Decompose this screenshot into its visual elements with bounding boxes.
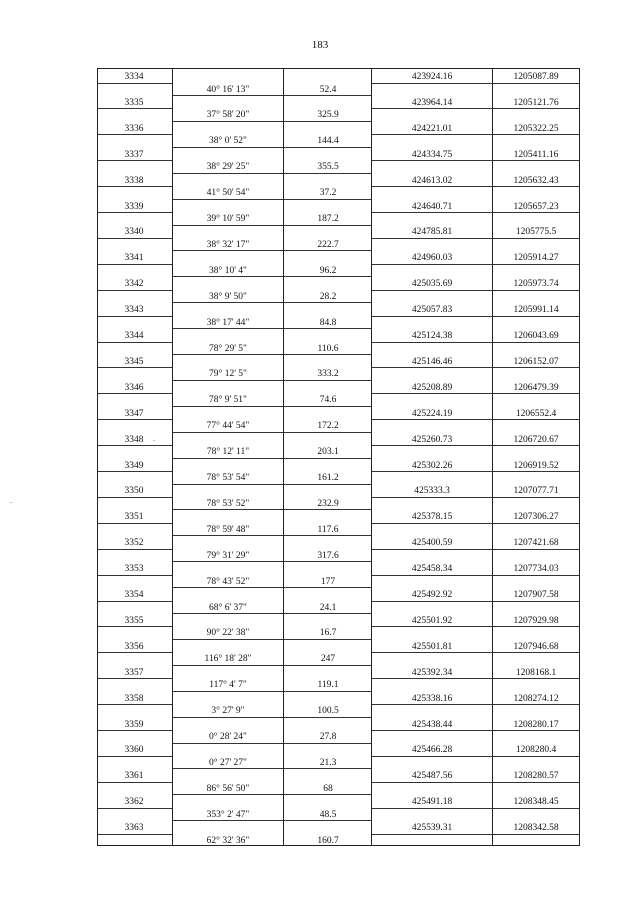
row-rule xyxy=(372,575,579,576)
row-rule xyxy=(284,199,371,200)
row-rule xyxy=(284,794,371,795)
row-rule xyxy=(173,743,283,744)
row-rule xyxy=(284,561,371,562)
distance-cell: 96.2 xyxy=(319,265,337,276)
bearing-cell: 78° 53' 52" xyxy=(206,498,250,509)
row-rule xyxy=(98,367,172,368)
x-coordinate-cell: 425400.59 xyxy=(411,538,453,549)
distance-cell: 325.9 xyxy=(317,110,339,121)
row-rule xyxy=(173,432,283,433)
bearing-cell: 78° 9' 51" xyxy=(209,395,247,406)
row-rule xyxy=(98,678,172,679)
y-coordinate-cell: 1206552.4 xyxy=(515,408,557,419)
x-coordinate-cell: 424785.81 xyxy=(411,227,453,238)
y-coordinate-cell: 1208342.58 xyxy=(513,823,559,834)
row-rule xyxy=(173,613,283,614)
y-coordinate-cell: 1205914.27 xyxy=(513,253,559,264)
row-rule xyxy=(98,626,172,627)
bearing-cell: 77° 44' 54" xyxy=(206,421,250,432)
x-coordinate-cell: 425260.73 xyxy=(411,434,453,445)
row-rule xyxy=(372,445,579,446)
y-coordinate-cell: 1208168.1 xyxy=(515,667,557,678)
row-rule xyxy=(284,95,371,96)
row-rule xyxy=(372,626,579,627)
distance-cell: 247 xyxy=(320,654,336,665)
row-rule xyxy=(284,302,371,303)
row-rule xyxy=(372,704,579,705)
point-id-cell: 3339 xyxy=(124,201,144,212)
bearing-cell: 79° 31' 29" xyxy=(206,550,250,561)
point-id-cell: 3335 xyxy=(124,97,144,108)
x-coordinate-cell: 425057.83 xyxy=(411,305,453,316)
point-id-cell: 3350 xyxy=(124,486,144,497)
distance-cell: 24.1 xyxy=(319,602,337,613)
row-rule xyxy=(372,549,579,550)
distance-cell: 203.1 xyxy=(317,447,339,458)
distance-cell: 119.1 xyxy=(317,680,339,691)
row-rule xyxy=(98,808,172,809)
row-rule xyxy=(98,160,172,161)
row-rule xyxy=(98,834,172,835)
row-rule xyxy=(372,342,579,343)
point-id-cell: 3343 xyxy=(124,305,144,316)
point-id-cell: 3337 xyxy=(124,149,144,160)
row-rule xyxy=(372,419,579,420)
x-coordinate-cell: 425338.16 xyxy=(411,693,453,704)
row-rule xyxy=(284,225,371,226)
x-coordinate-cell: 425124.38 xyxy=(411,331,453,341)
row-rule xyxy=(372,523,579,524)
x-coordinate-cell: 425378.15 xyxy=(411,512,453,523)
row-rule xyxy=(372,83,579,84)
row-rule xyxy=(284,820,371,821)
row-rule xyxy=(173,380,283,381)
point-id-cell: 3341 xyxy=(124,253,144,264)
row-rule xyxy=(173,561,283,562)
distance-cell: 16.7 xyxy=(319,628,337,639)
row-rule xyxy=(284,587,371,588)
distance-cell: 68 xyxy=(323,783,333,794)
y-coordinate-cell: 1205657.23 xyxy=(513,201,559,212)
bearing-cell: 62° 32' 36" xyxy=(206,835,250,846)
y-coordinate-cell: 1208280.17 xyxy=(513,719,559,730)
row-rule xyxy=(372,730,579,731)
y-coordinate-cell: 1205775.5 xyxy=(515,227,557,238)
row-rule xyxy=(98,523,172,524)
distance-cell: 110.6 xyxy=(317,343,339,354)
x-coordinate-cell: 424960.03 xyxy=(411,253,453,264)
point-id-cell: 3351 xyxy=(124,512,144,523)
row-rule xyxy=(284,173,371,174)
row-rule xyxy=(284,458,371,459)
point-id-cell: 3346 xyxy=(124,382,144,393)
point-id-cell: 3334 xyxy=(124,72,144,82)
row-rule xyxy=(173,276,283,277)
x-coordinate-cell: 425333.3 xyxy=(414,486,450,497)
bearing-cell: 78° 43' 52" xyxy=(206,576,250,587)
x-coordinate-cell: 425146.46 xyxy=(411,356,453,367)
x-coordinate-cell: 425224.19 xyxy=(411,408,453,419)
row-rule xyxy=(372,393,579,394)
distance-cell: 333.2 xyxy=(317,369,339,380)
x-coordinate-cell: 424613.02 xyxy=(411,175,453,186)
point-id-cell: 3340 xyxy=(124,227,144,238)
row-rule xyxy=(173,587,283,588)
x-coordinate-cell: 425491.18 xyxy=(411,797,453,808)
row-rule xyxy=(98,652,172,653)
row-rule xyxy=(98,549,172,550)
bearing-cell: 38° 29' 25" xyxy=(206,162,250,173)
row-rule xyxy=(372,160,579,161)
row-rule xyxy=(98,575,172,576)
point-id-cell: 3355 xyxy=(124,615,144,626)
row-rule xyxy=(284,250,371,251)
row-rule xyxy=(284,768,371,769)
point-id-cell: 3361 xyxy=(124,771,144,782)
y-coordinate-cell: 1206479.39 xyxy=(513,382,559,393)
row-rule xyxy=(372,652,579,653)
y-coordinate-cell: 1207929.98 xyxy=(513,615,559,626)
bearing-cell: 38° 32' 17" xyxy=(206,239,250,250)
row-rule xyxy=(173,509,283,510)
distance-cell: 37.2 xyxy=(319,188,337,199)
distance-cell: 117.6 xyxy=(317,524,339,535)
row-rule xyxy=(284,147,371,148)
y-coordinate-cell: 1208280.4 xyxy=(515,745,557,756)
bearing-cell: 41° 50' 54" xyxy=(206,188,250,199)
distance-cell: 144.4 xyxy=(317,136,339,147)
bearing-cell: 116° 18' 28" xyxy=(204,654,252,665)
distance-cell: 317.6 xyxy=(317,550,339,561)
row-rule xyxy=(173,199,283,200)
y-coordinate-cell: 1206043.69 xyxy=(513,331,559,341)
margin-mark: . xyxy=(10,496,12,505)
row-rule xyxy=(98,108,172,109)
y-coordinate-cell: 1207306.27 xyxy=(513,512,559,523)
point-id-cell: 3357 xyxy=(124,667,144,678)
bearing-cell: 38° 17' 44" xyxy=(206,317,250,328)
x-coordinate-cell: 425035.69 xyxy=(411,279,453,290)
row-rule xyxy=(98,497,172,498)
coordinate-table xyxy=(97,68,580,846)
bearing-cell: 68° 6' 37" xyxy=(209,602,247,613)
x-coordinate-cell: 425487.56 xyxy=(411,771,453,782)
y-coordinate-cell: 1207421.68 xyxy=(513,538,559,549)
y-coordinate-cell: 1208348.45 xyxy=(513,797,559,808)
x-coordinate-cell: 425539.31 xyxy=(411,823,453,834)
bearing-cell: 40° 16' 13" xyxy=(206,84,250,95)
point-id-cell: 3338 xyxy=(124,175,144,186)
x-coordinate-cell: 424640.71 xyxy=(411,201,453,212)
row-rule xyxy=(284,121,371,122)
x-coordinate-cell: 423924.16 xyxy=(411,72,453,82)
x-coordinate-cell: 425501.92 xyxy=(411,615,453,626)
distance-cell: 100.5 xyxy=(317,706,339,717)
row-rule xyxy=(173,302,283,303)
y-coordinate-cell: 1205121.76 xyxy=(513,97,559,108)
y-coordinate-cell: 1206152.07 xyxy=(513,356,559,367)
row-rule xyxy=(284,535,371,536)
y-coordinate-cell: 1205632.43 xyxy=(513,175,559,186)
bearing-cell: 0° 28' 24" xyxy=(209,732,247,742)
y-coordinate-cell: 1205322.25 xyxy=(513,123,559,134)
row-rule xyxy=(173,484,283,485)
x-coordinate-cell: 425438.44 xyxy=(411,719,453,730)
distance-cell: 187.2 xyxy=(317,214,339,224)
row-rule xyxy=(173,354,283,355)
point-id-cell: 3360 xyxy=(124,745,144,756)
row-rule xyxy=(372,186,579,187)
x-coordinate-cell: 425208.89 xyxy=(411,382,453,393)
page-number: 183 xyxy=(311,39,329,51)
row-rule xyxy=(98,316,172,317)
distance-cell: 28.2 xyxy=(319,291,337,302)
distance-cell: 21.3 xyxy=(319,757,337,768)
row-rule xyxy=(98,730,172,731)
y-coordinate-cell: 1208280.57 xyxy=(513,771,559,782)
bearing-cell: 38° 0' 52" xyxy=(209,136,247,147)
bearing-cell: 0° 27' 27" xyxy=(209,757,247,768)
row-rule xyxy=(173,225,283,226)
distance-cell: 52.4 xyxy=(319,84,337,95)
point-id-cell: 3345 xyxy=(124,356,144,367)
row-rule xyxy=(284,639,371,640)
distance-cell: 355.5 xyxy=(317,162,339,173)
point-id-cell: 3342 xyxy=(124,279,144,290)
y-coordinate-cell: 1207907.58 xyxy=(513,590,559,600)
row-rule xyxy=(173,147,283,148)
point-id-cell: 3363 xyxy=(124,823,144,834)
row-rule xyxy=(372,108,579,109)
bearing-cell: 38° 10' 4" xyxy=(209,265,247,276)
x-coordinate-cell: 424334.75 xyxy=(411,149,453,160)
row-rule xyxy=(173,639,283,640)
y-coordinate-cell: 1205411.16 xyxy=(513,149,559,160)
x-coordinate-cell: 423964.14 xyxy=(411,97,453,108)
row-rule xyxy=(173,794,283,795)
distance-cell: 84.8 xyxy=(319,317,337,328)
row-rule xyxy=(284,484,371,485)
row-rule xyxy=(284,328,371,329)
row-rule xyxy=(284,665,371,666)
point-id-cell: 3353 xyxy=(124,564,144,575)
point-id-cell: 3352 xyxy=(124,538,144,549)
point-id-cell: 3336 xyxy=(124,123,144,134)
row-rule xyxy=(98,704,172,705)
x-coordinate-cell: 425501.81 xyxy=(411,641,453,652)
point-id-cell: 3362 xyxy=(124,797,144,808)
row-rule xyxy=(372,367,579,368)
row-rule xyxy=(372,756,579,757)
row-rule xyxy=(284,354,371,355)
y-coordinate-cell: 1206919.52 xyxy=(513,460,559,471)
row-rule xyxy=(372,316,579,317)
point-id-cell: 3349 xyxy=(124,460,144,471)
row-rule xyxy=(173,717,283,718)
row-rule xyxy=(173,173,283,174)
row-rule xyxy=(284,743,371,744)
bearing-cell: 78° 12' 11" xyxy=(206,447,250,458)
point-id-cell: 3347 xyxy=(124,408,144,419)
row-rule xyxy=(284,406,371,407)
row-rule xyxy=(173,768,283,769)
distance-cell: 161.2 xyxy=(317,473,339,483)
row-rule xyxy=(98,471,172,472)
row-rule xyxy=(98,445,172,446)
row-rule xyxy=(98,756,172,757)
row-rule xyxy=(284,509,371,510)
bearing-cell: 353° 2' 47" xyxy=(206,809,250,820)
row-rule xyxy=(284,717,371,718)
distance-cell: 48.5 xyxy=(319,809,337,820)
bearing-cell: 39° 10' 59" xyxy=(206,214,250,224)
x-coordinate-cell: 425458.34 xyxy=(411,564,453,575)
row-rule xyxy=(98,342,172,343)
row-rule xyxy=(98,238,172,239)
x-coordinate-cell: 425466.28 xyxy=(411,745,453,756)
row-rule xyxy=(173,820,283,821)
row-rule xyxy=(372,497,579,498)
row-rule xyxy=(372,290,579,291)
distance-cell: 160.7 xyxy=(317,835,339,846)
y-coordinate-cell: 1205991.14 xyxy=(513,305,559,316)
row-rule xyxy=(372,808,579,809)
point-id-cell: 3354 xyxy=(124,590,144,600)
row-rule xyxy=(284,432,371,433)
distance-cell: 27.8 xyxy=(319,732,337,742)
point-id-cell: 3358 xyxy=(124,693,144,704)
row-rule xyxy=(173,535,283,536)
point-id-cell: 3344 xyxy=(124,331,144,341)
distance-cell: 232.9 xyxy=(317,498,339,509)
x-coordinate-cell: 425302.26 xyxy=(411,460,453,471)
x-coordinate-cell: 424221.01 xyxy=(411,123,453,134)
y-coordinate-cell: 1208274.12 xyxy=(513,693,559,704)
bearing-cell: 90° 22' 38" xyxy=(206,628,250,639)
x-coordinate-cell: 425392.34 xyxy=(411,667,453,678)
row-rule xyxy=(372,212,579,213)
row-rule xyxy=(98,134,172,135)
bearing-cell: 78° 53' 54" xyxy=(206,473,250,483)
row-rule xyxy=(98,782,172,783)
y-coordinate-cell: 1205973.74 xyxy=(513,279,559,290)
distance-cell: 177 xyxy=(320,576,336,587)
row-rule xyxy=(98,601,172,602)
y-coordinate-cell: 1207946.68 xyxy=(513,641,559,652)
bearing-cell: 117° 4' 7" xyxy=(209,680,247,691)
row-rule xyxy=(372,238,579,239)
row-rule xyxy=(173,328,283,329)
row-rule xyxy=(173,691,283,692)
row-rule xyxy=(372,834,579,835)
row-rule xyxy=(372,678,579,679)
row-rule xyxy=(173,95,283,96)
row-rule xyxy=(98,264,172,265)
x-coordinate-cell: 425492.92 xyxy=(411,590,453,600)
row-rule xyxy=(173,458,283,459)
bearing-cell: 3° 27' 9" xyxy=(211,706,245,717)
margin-mark: . xyxy=(153,434,155,443)
row-rule xyxy=(98,212,172,213)
bearing-cell: 78° 59' 48" xyxy=(206,524,250,535)
bearing-cell: 38° 9' 50" xyxy=(209,291,247,302)
row-rule xyxy=(173,250,283,251)
y-coordinate-cell: 1205087.89 xyxy=(513,72,559,82)
y-coordinate-cell: 1206720.67 xyxy=(513,434,559,445)
row-rule xyxy=(173,665,283,666)
row-rule xyxy=(284,691,371,692)
row-rule xyxy=(98,393,172,394)
distance-cell: 172.2 xyxy=(317,421,339,432)
row-rule xyxy=(372,782,579,783)
row-rule xyxy=(173,121,283,122)
distance-cell: 74.6 xyxy=(319,395,337,406)
bearing-cell: 86° 56' 50" xyxy=(206,783,250,794)
row-rule xyxy=(372,134,579,135)
row-rule xyxy=(284,276,371,277)
y-coordinate-cell: 1207077.71 xyxy=(513,486,559,497)
row-rule xyxy=(98,290,172,291)
distance-cell: 222.7 xyxy=(317,239,339,250)
row-rule xyxy=(98,83,172,84)
y-coordinate-cell: 1207734.03 xyxy=(513,564,559,575)
bearing-cell: 79° 12' 5" xyxy=(209,369,247,380)
row-rule xyxy=(98,186,172,187)
row-rule xyxy=(98,419,172,420)
row-rule xyxy=(284,613,371,614)
bearing-cell: 78° 29' 5" xyxy=(209,343,247,354)
row-rule xyxy=(173,406,283,407)
point-id-cell: 3348 xyxy=(124,434,144,445)
row-rule xyxy=(372,471,579,472)
row-rule xyxy=(372,601,579,602)
row-rule xyxy=(284,380,371,381)
point-id-cell: 3356 xyxy=(124,641,144,652)
point-id-cell: 3359 xyxy=(124,719,144,730)
bearing-cell: 37° 58' 20" xyxy=(206,110,250,121)
row-rule xyxy=(372,264,579,265)
